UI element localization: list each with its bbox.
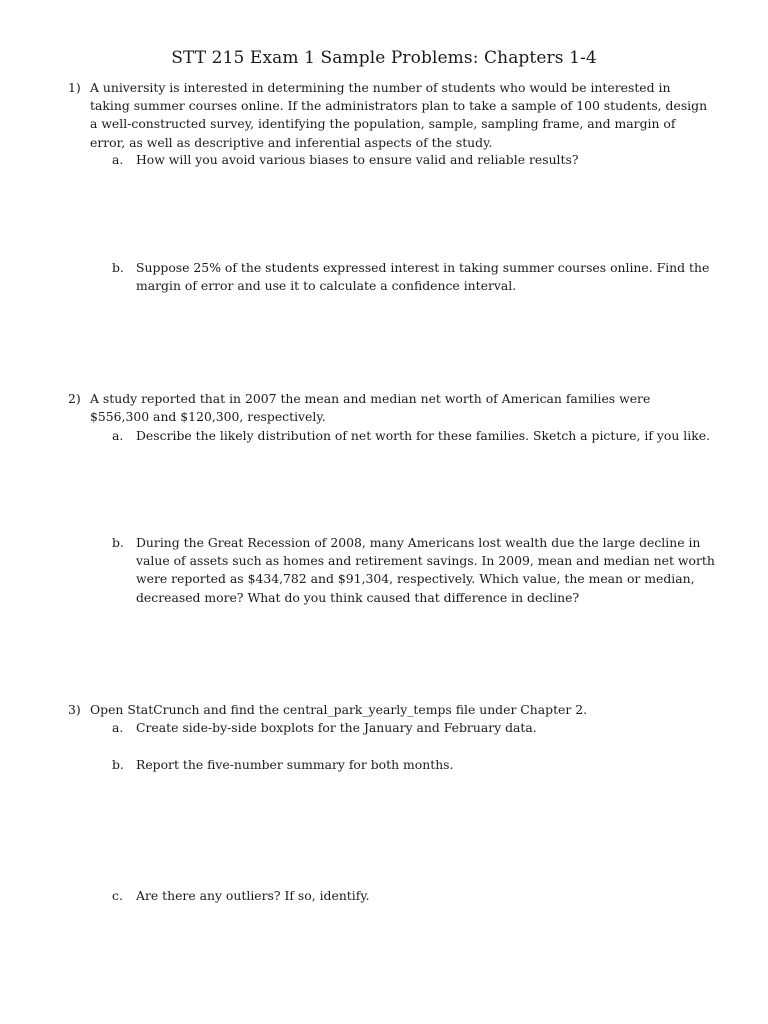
question-1-part-b <box>112 259 720 295</box>
question-3 <box>68 701 708 719</box>
question-2-part-a <box>112 427 720 445</box>
part-letter: a. <box>112 152 124 167</box>
part-letter: b. <box>112 757 124 772</box>
part-letter: b. <box>112 260 124 275</box>
question-3-part-c <box>112 887 720 905</box>
part-text: Are there any outliers? If so, identify. <box>136 888 370 903</box>
part-text: Suppose 25% of the students expressed interest in taking summer courses online. Find the margin of error and use it to calculate a confidence interval. <box>136 260 710 294</box>
question-2 <box>68 390 708 426</box>
part-letter: b. <box>112 535 124 550</box>
question-number: 2) <box>68 391 81 406</box>
part-text: During the Great Recession of 2008, many Americans lost wealth due the large decline in value of assets such as homes and retirement savings. In 2009, mean and median net worth were reported as $434,782 and $91,304, respectively. Which value, the mean or median, decreased more? What do you think caused that difference in decline? <box>136 535 715 605</box>
question-1 <box>68 79 708 152</box>
question-1-part-a <box>112 151 720 169</box>
part-text: Report the five-number summary for both months. <box>136 757 454 772</box>
question-text: A study reported that in 2007 the mean and median net worth of American families were $556,300 and $120,300, respectively. <box>90 391 651 425</box>
document-title: STT 215 Exam 1 Sample Problems: Chapters 1-4 <box>171 48 597 68</box>
part-letter: c. <box>112 888 123 903</box>
question-text: A university is interested in determining the number of students who would be interested in taking summer courses online. If the administrators plan to take a sample of 100 students, design a well-constructed survey, identifying the population, sample, sampling frame, and margin of error, as well as descriptive and inferential aspects of the study. <box>90 80 708 150</box>
part-text: Describe the likely distribution of net worth for these families. Sketch a picture, if you like. <box>136 428 711 443</box>
part-letter: a. <box>112 720 124 735</box>
part-text: Create side-by-side boxplots for the January and February data. <box>136 720 537 735</box>
question-3-part-b <box>112 756 720 774</box>
question-text: Open StatCrunch and find the central_park_yearly_temps file under Chapter 2. <box>90 702 588 717</box>
question-2-part-b <box>112 534 720 607</box>
question-3-part-a <box>112 719 720 737</box>
question-number: 1) <box>68 80 81 95</box>
part-letter: a. <box>112 428 124 443</box>
question-number: 3) <box>68 702 81 717</box>
part-text: How will you avoid various biases to ensure valid and reliable results? <box>136 152 579 167</box>
